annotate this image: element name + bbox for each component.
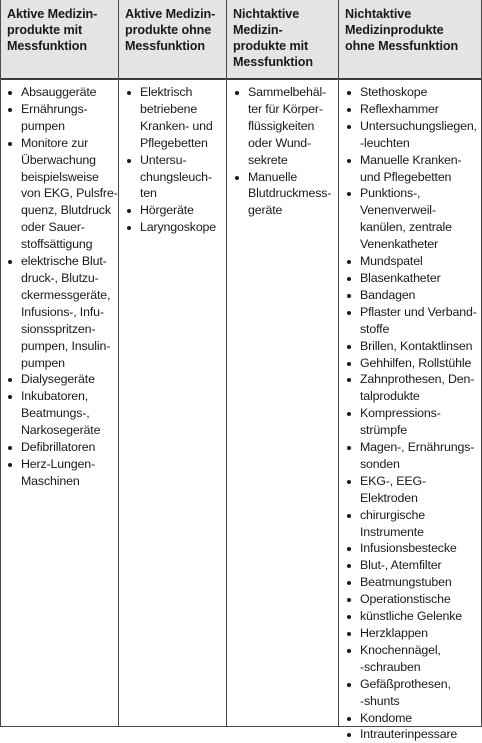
list-item: Kompressions- strümpfe [345,405,482,439]
list-item: chirurgische Instrumente [345,507,482,541]
column-body-active-without-measuring [125,84,226,236]
list-item: Manuelle Blutdruckmess- geräte [233,169,338,220]
list-item: Herzklappen [345,625,482,642]
list-item: Defibrillatoren [6,439,118,456]
list-item: Magen-, Ernährungs- sonden [345,439,482,473]
column-header-inactive-with-measuring: Nichtaktive Medizin- produkte mit Messfunktion [233,7,313,69]
column-divider [0,0,1,727]
column-divider [338,0,339,727]
list-item: Sammelbehäl- ter für Körper- flüssigkeiten oder Wund- sekrete [233,84,338,169]
list-item: Mundspatel [345,253,482,270]
list-item: Punktions-, Venenverweil- kanülen, zentrale Venenkatheter [345,185,482,253]
list-item: Intrauterinpessare [345,726,482,743]
list-item: Dialysegeräte [6,371,118,388]
list-item: EKG-, EEG-Elektroden [345,473,482,507]
list-item: Ernährungs- pumpen [6,101,118,135]
list-item: Laryngoskope [125,219,226,236]
column-divider [118,0,119,727]
list-item: Herz-Lungen- Maschinen [6,456,118,490]
list-item: Monitore zur Überwachung beispielsweise von EKG, Pulsfre- quenz, Blutdruck oder Sauer- stoffsättigung [6,135,118,253]
list-item: Blasenkatheter [345,270,482,287]
list-item: elektrische Blut- druck-, Blutzu- ckermessgeräte, Infusions-, Infu- sionsspritzen- pumpen, Insulin- pumpen [6,253,118,371]
column-body-active-with-measuring [6,84,118,490]
list-item: Manuelle Kranken- und Pflegebetten [345,152,482,186]
device-list [125,84,226,236]
list-item: künstliche Gelenke [345,608,482,625]
list-item: Untersu- chungsleuch- ten [125,152,226,203]
list-item: Kondome [345,710,482,727]
list-item: Knochennägel, -schrauben [345,642,482,676]
column-header-active-with-measuring: Aktive Medizin- produkte mit Messfunktion [7,7,98,53]
column-header-inactive-without-measuring: Nichtaktive Medizinprodukte ohne Messfunktion [345,7,459,53]
list-item: Zahnprothesen, Den- talprodukte [345,371,482,405]
device-list [345,84,482,743]
list-item: Stethoskope [345,84,482,101]
list-item: Infusionsbestecke [345,540,482,557]
device-list [233,84,338,219]
column-divider [226,0,227,727]
list-item: Reflexhammer [345,101,482,118]
list-item: Gehhilfen, Rollstühle [345,355,482,372]
device-list [6,84,118,490]
list-item: Inkubatoren, Beatmungs-, Narkosegeräte [6,388,118,439]
list-item: Untersuchungsliegen, -leuchten [345,118,482,152]
list-item: Brillen, Kontaktlinsen [345,338,482,355]
list-item: Blut-, Atemfilter [345,557,482,574]
list-item: Operationstische [345,591,482,608]
list-item: Bandagen [345,287,482,304]
column-header-active-without-measuring: Aktive Medizin- produkte ohne Messfunktion [125,7,216,53]
column-body-inactive-without-measuring [345,84,482,743]
list-item: Gefäßprothesen, -shunts [345,676,482,710]
list-item: Hörgeräte [125,202,226,219]
list-item: Pflaster und Verband- stoffe [345,304,482,338]
column-body-inactive-with-measuring [233,84,338,219]
list-item: Elektrisch betriebene Kranken- und Pflegebetten [125,84,226,152]
list-item: Beatmungstuben [345,574,482,591]
list-item: Absauggeräte [6,84,118,101]
